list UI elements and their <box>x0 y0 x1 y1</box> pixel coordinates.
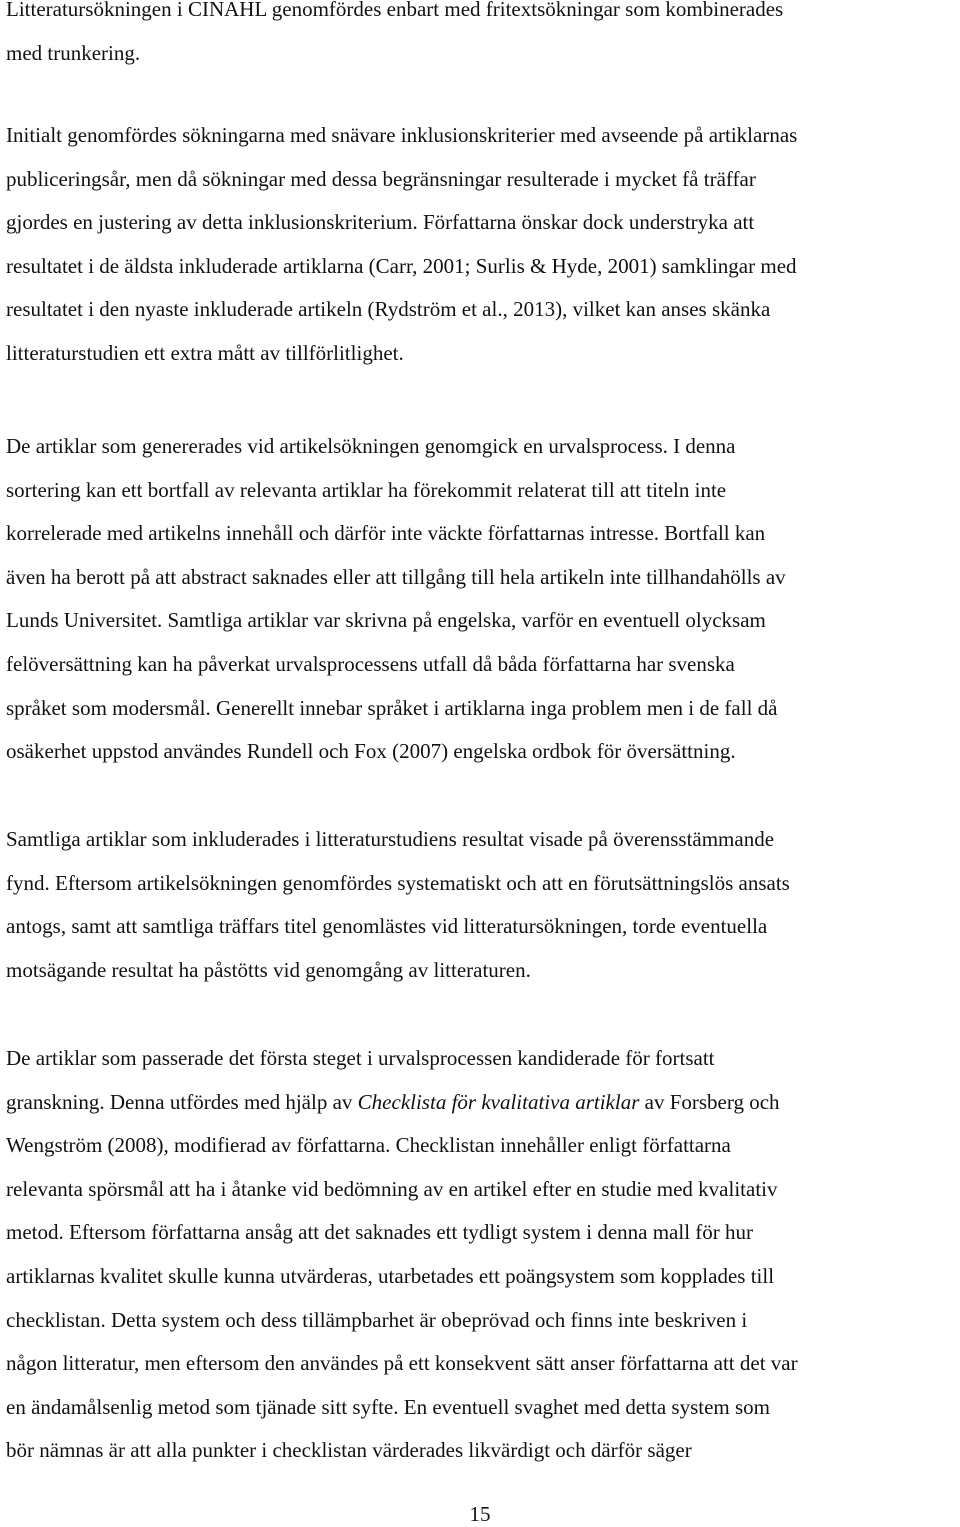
text-line: publiceringsår, men då sökningar med dessa begränsningar resulterade i mycket få träffar <box>6 166 756 191</box>
text-line: bör nämnas är att alla punkter i checklistan värderades likvärdigt och därför säger <box>6 1438 692 1463</box>
text-line: en ändamålsenlig metod som tjänade sitt syfte. En eventuell svaghet med detta system som <box>6 1394 770 1419</box>
text-line: relevanta spörsmål att ha i åtanke vid bedömning av en artikel efter en studie med kvalitativ <box>6 1176 778 1201</box>
text-line: litteraturstudien ett extra mått av tillförlitlighet. <box>6 340 404 365</box>
text-line: Wengström (2008), modifierad av författarna. Checklistan innehåller enligt författarna <box>6 1133 731 1158</box>
text-line: resultatet i den nyaste inkluderade artikeln (Rydström et al., 2013), vilket kan anses skänka <box>6 297 771 322</box>
text-line: De artiklar som genererades vid artikelsökningen genomgick en urvalsprocess. I denna <box>6 434 736 458</box>
paragraph-consistent-findings <box>6 818 960 992</box>
paragraph-search-method <box>6 0 960 75</box>
text-line: sortering kan ett bortfall av relevanta artiklar ha förekommit relaterat till att titeln inte <box>6 477 727 502</box>
paragraph-selection-process <box>6 425 960 774</box>
text-segment: granskning. Denna utfördes med hjälp av <box>6 1089 358 1114</box>
checklist-title: Checklista för kvalitativa artiklar <box>357 1089 640 1114</box>
text-line: korrelerade med artikelns innehåll och därför inte väckte författarnas intresse. Bortfall kan <box>6 521 766 546</box>
text-segment: av Forsberg och <box>639 1089 780 1114</box>
text-line: Litteratursökningen i CINAHL genomfördes enbart med fritextsökningar som kombinerades <box>6 0 784 21</box>
paragraph-inclusion-criteria <box>6 114 960 376</box>
text-line-with-italic <box>6 1081 960 1125</box>
text-line: checklistan. Detta system och dess tillämpbarhet är obeprövad och finns inte beskriven i <box>6 1307 748 1332</box>
text-line: Initialt genomfördes sökningarna med snävare inklusionskriterier med avseende på artiklarnas <box>6 123 798 147</box>
text-line: artiklarnas kvalitet skulle kunna utvärderas, utarbetades ett poängsystem som kopplades till <box>6 1263 775 1288</box>
text-line: De artiklar som passerade det första steget i urvalsprocessen kandiderade för fortsatt <box>6 1046 715 1070</box>
text-line: antogs, samt att samtliga träffars titel genomlästes vid litteratursökningen, torde eventuella <box>6 914 768 939</box>
text-line: någon litteratur, men eftersom den användes på ett konsekvent sätt anser författarna att det var <box>6 1351 798 1376</box>
text-line: resultatet i de äldsta inkluderade artiklarna (Carr, 2001; Surlis & Hyde, 2001) samklingar med <box>6 253 797 278</box>
text-line: gjordes en justering av detta inklusionskriterium. Författarna önskar dock understryka att <box>6 210 755 235</box>
text-line: osäkerhet uppstod användes Rundell och Fox (2007) engelska ordbok för översättning. <box>6 739 736 764</box>
text-line: metod. Eftersom författarna ansåg att det saknades ett tydligt system i denna mall för hur <box>6 1220 754 1245</box>
text-line: motsägande resultat ha påstötts vid genomgång av litteraturen. <box>6 957 531 982</box>
text-line: Lunds Universitet. Samtliga artiklar var skrivna på engelska, varför en eventuell olycksam <box>6 608 766 633</box>
text-line: med trunkering. <box>6 40 141 65</box>
text-line: även ha berott på att abstract saknades eller att tillgång till hela artikeln inte tillhandahölls av <box>6 564 786 589</box>
page-number: 15 <box>469 1502 491 1526</box>
text-line: språket som modersmål. Generellt innebar språket i artiklarna inga problem men i de fall då <box>6 695 778 720</box>
paragraph-quality-review <box>6 1037 960 1473</box>
text-line: felöversättning kan ha påverkat urvalsprocessens utfall då båda författarna har svenska <box>6 651 735 676</box>
text-line: fynd. Eftersom artikelsökningen genomfördes systematiskt och att en förutsättningslös ansats <box>6 870 790 895</box>
text-line: Samtliga artiklar som inkluderades i litteraturstudiens resultat visade på överensstämmande <box>6 827 775 851</box>
